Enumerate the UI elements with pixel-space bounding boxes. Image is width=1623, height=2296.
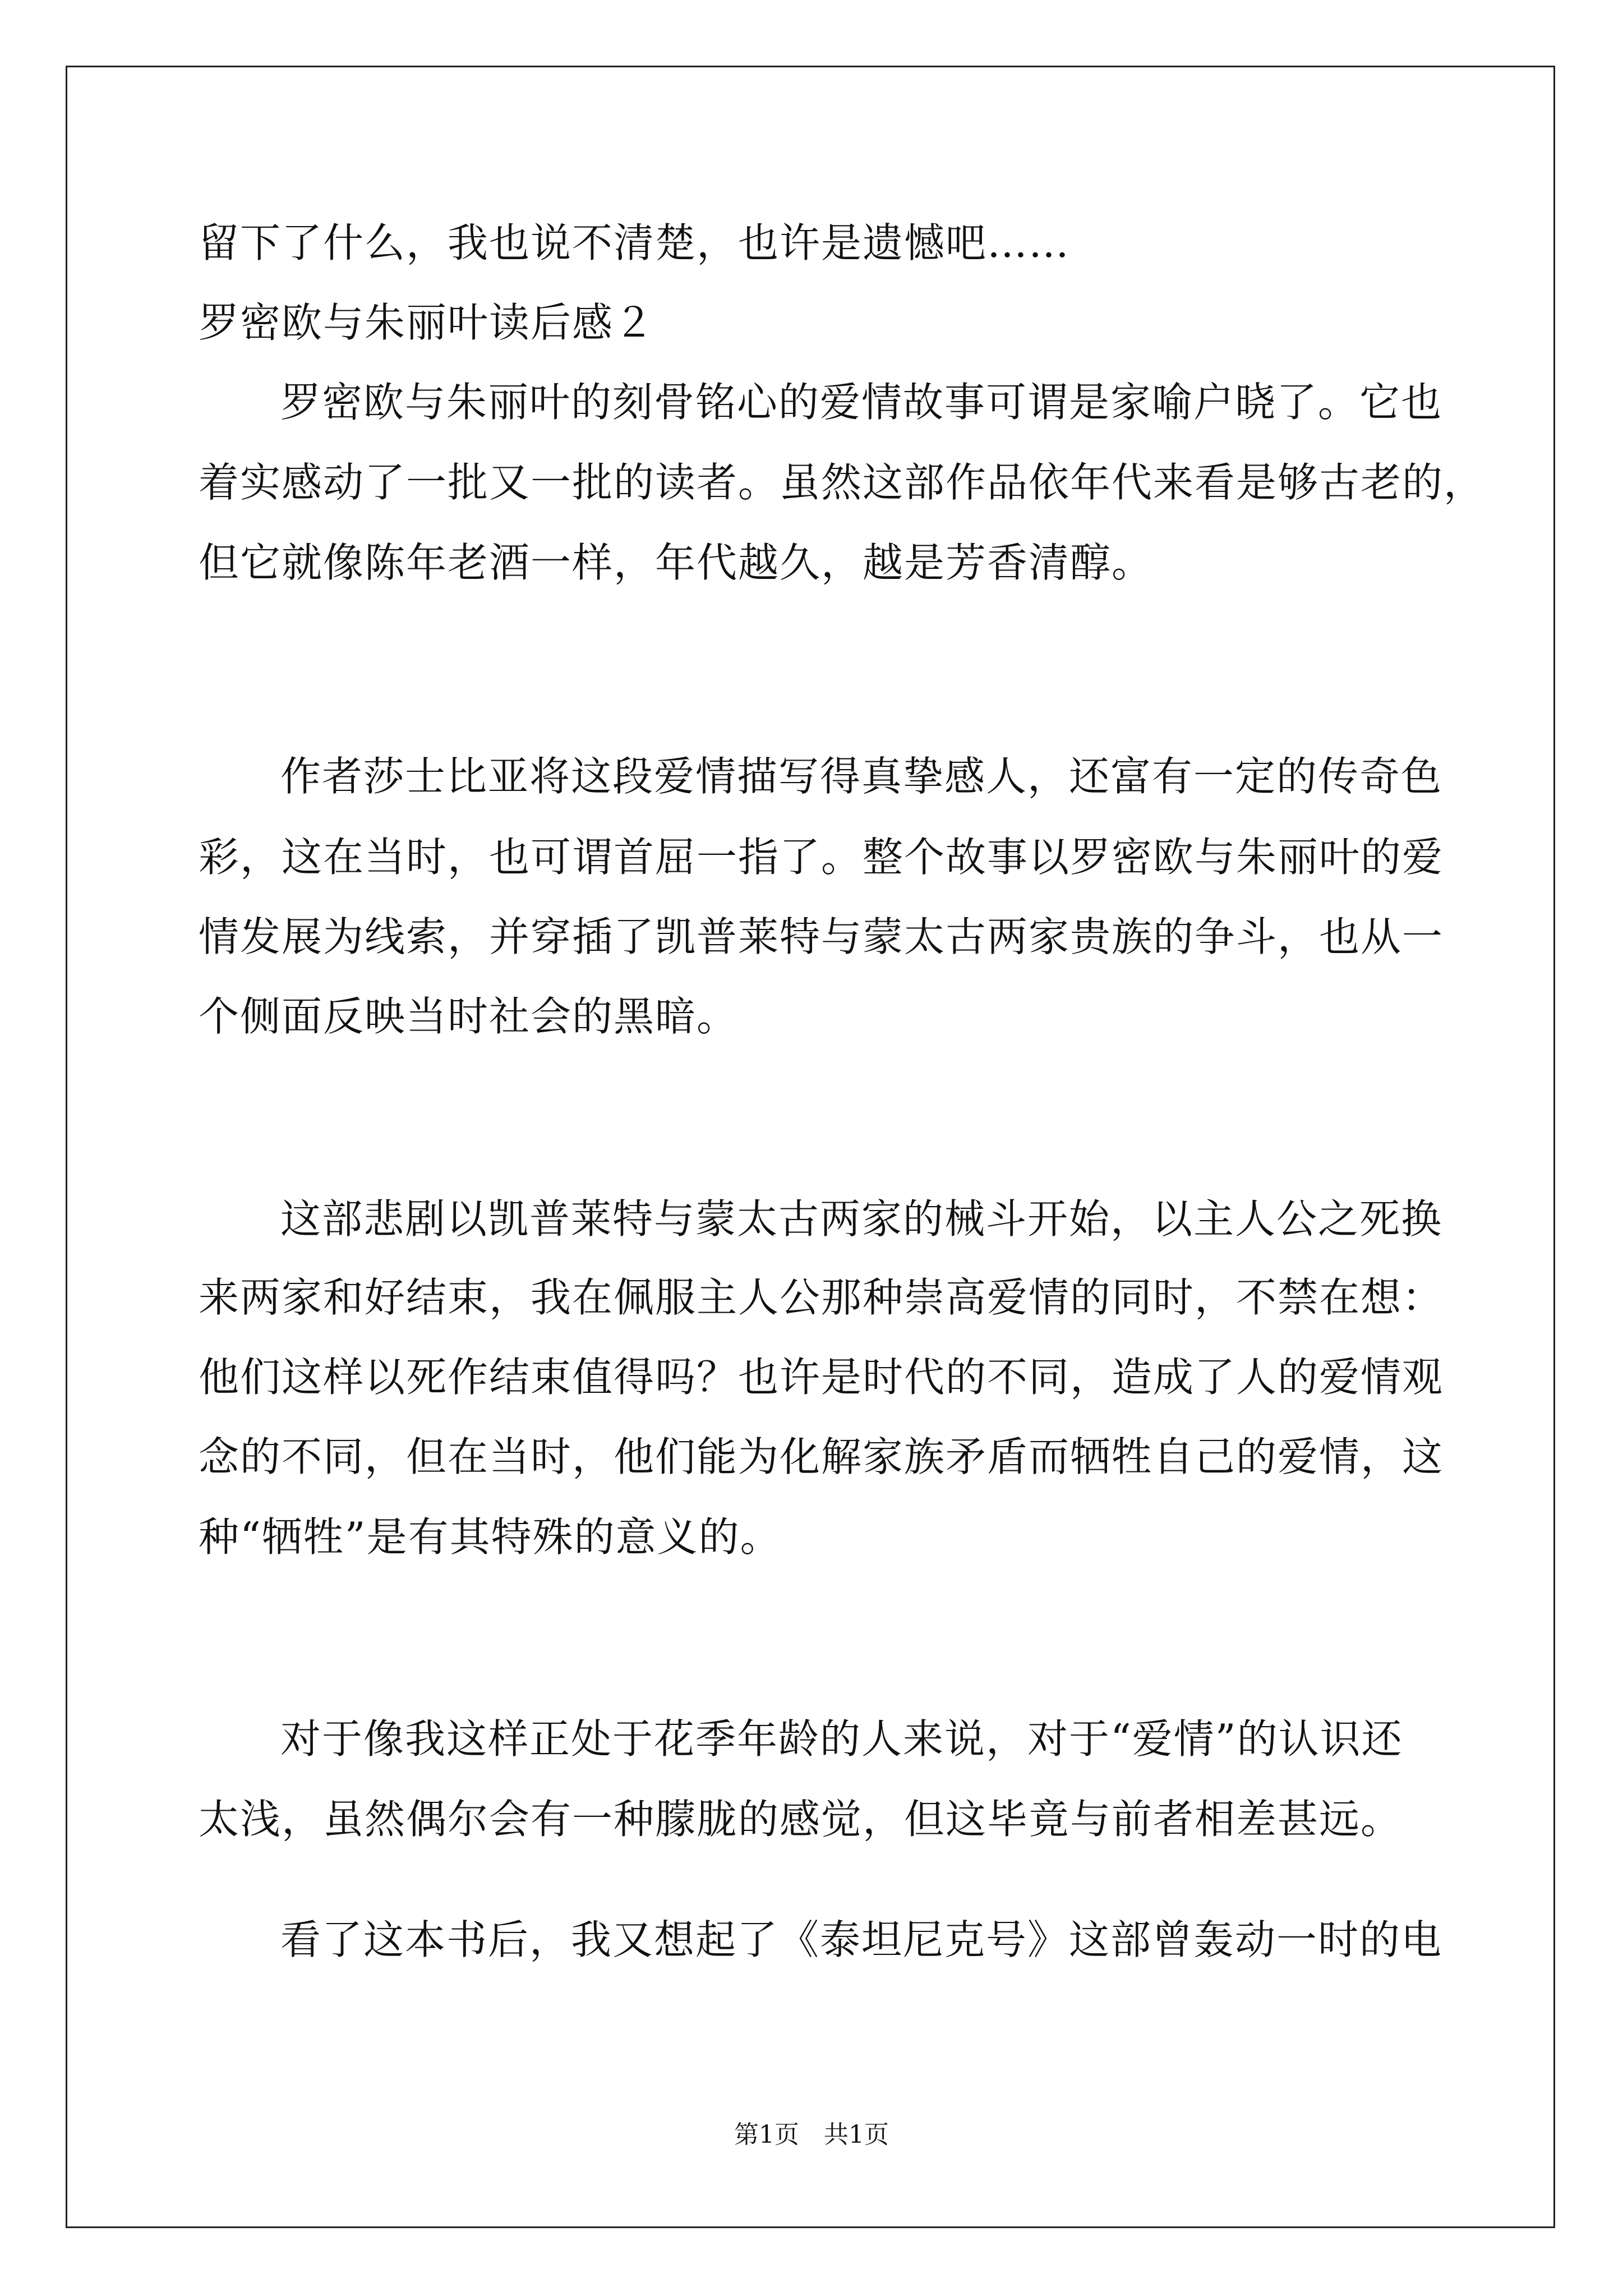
text-line: 情发展为线索，并穿插了凯普莱特与蒙太古两家贵族的争斗，也从一 — [199, 913, 1444, 960]
text-line: 但它就像陈年老酒一样，年代越久，越是芳香清醇。 — [199, 539, 1154, 586]
text-line: 着实感动了一批又一批的读者。虽然这部作品依年代来看是够古老的， — [199, 459, 1486, 506]
text-line: 看了这本书后，我又想起了《泰坦尼克号》这部曾轰动一时的电 — [280, 1916, 1443, 1963]
text-line: 念的不同，但在当时，他们能为化解家族矛盾而牺牲自己的爱情，这 — [199, 1433, 1444, 1480]
section-heading: 罗密欧与朱丽叶读后感２ — [199, 299, 656, 346]
text-line: 彩，这在当时，也可谓首屈一指了。整个故事以罗密欧与朱丽叶的爱 — [199, 834, 1444, 881]
text-line: 这部悲剧以凯普莱特与蒙太古两家的械斗开始，以主人公之死换 — [280, 1195, 1443, 1243]
page-number-footer: 第1页 共1页 — [734, 2120, 889, 2149]
text-line: 个侧面反映当时社会的黑暗。 — [199, 993, 739, 1040]
text-line: 对于像我这样正处于花季年龄的人来说，对于“爱情”的认识还 — [280, 1715, 1403, 1763]
text-line: 罗密欧与朱丽叶的刻骨铭心的爱情故事可谓是家喻户晓了。它也 — [280, 379, 1443, 426]
text-line: 他们这样以死作结束值得吗？也许是时代的不同，造成了人的爱情观 — [199, 1354, 1444, 1401]
text-line: 来两家和好结束，我在佩服主人公那种崇高爱情的同时，不禁在想： — [199, 1274, 1444, 1321]
text-line: 种“牺牲”是有其特殊的意义的。 — [199, 1513, 782, 1561]
text-line: 太浅，虽然偶尔会有一种朦胧的感觉，但这毕竟与前者相差甚远。 — [199, 1796, 1403, 1843]
text-line: 作者莎士比亚将这段爱情描写得真挚感人，还富有一定的传奇色 — [280, 753, 1443, 800]
text-line: 留下了什么，我也说不清楚，也许是遗憾吧…… — [199, 219, 1071, 266]
